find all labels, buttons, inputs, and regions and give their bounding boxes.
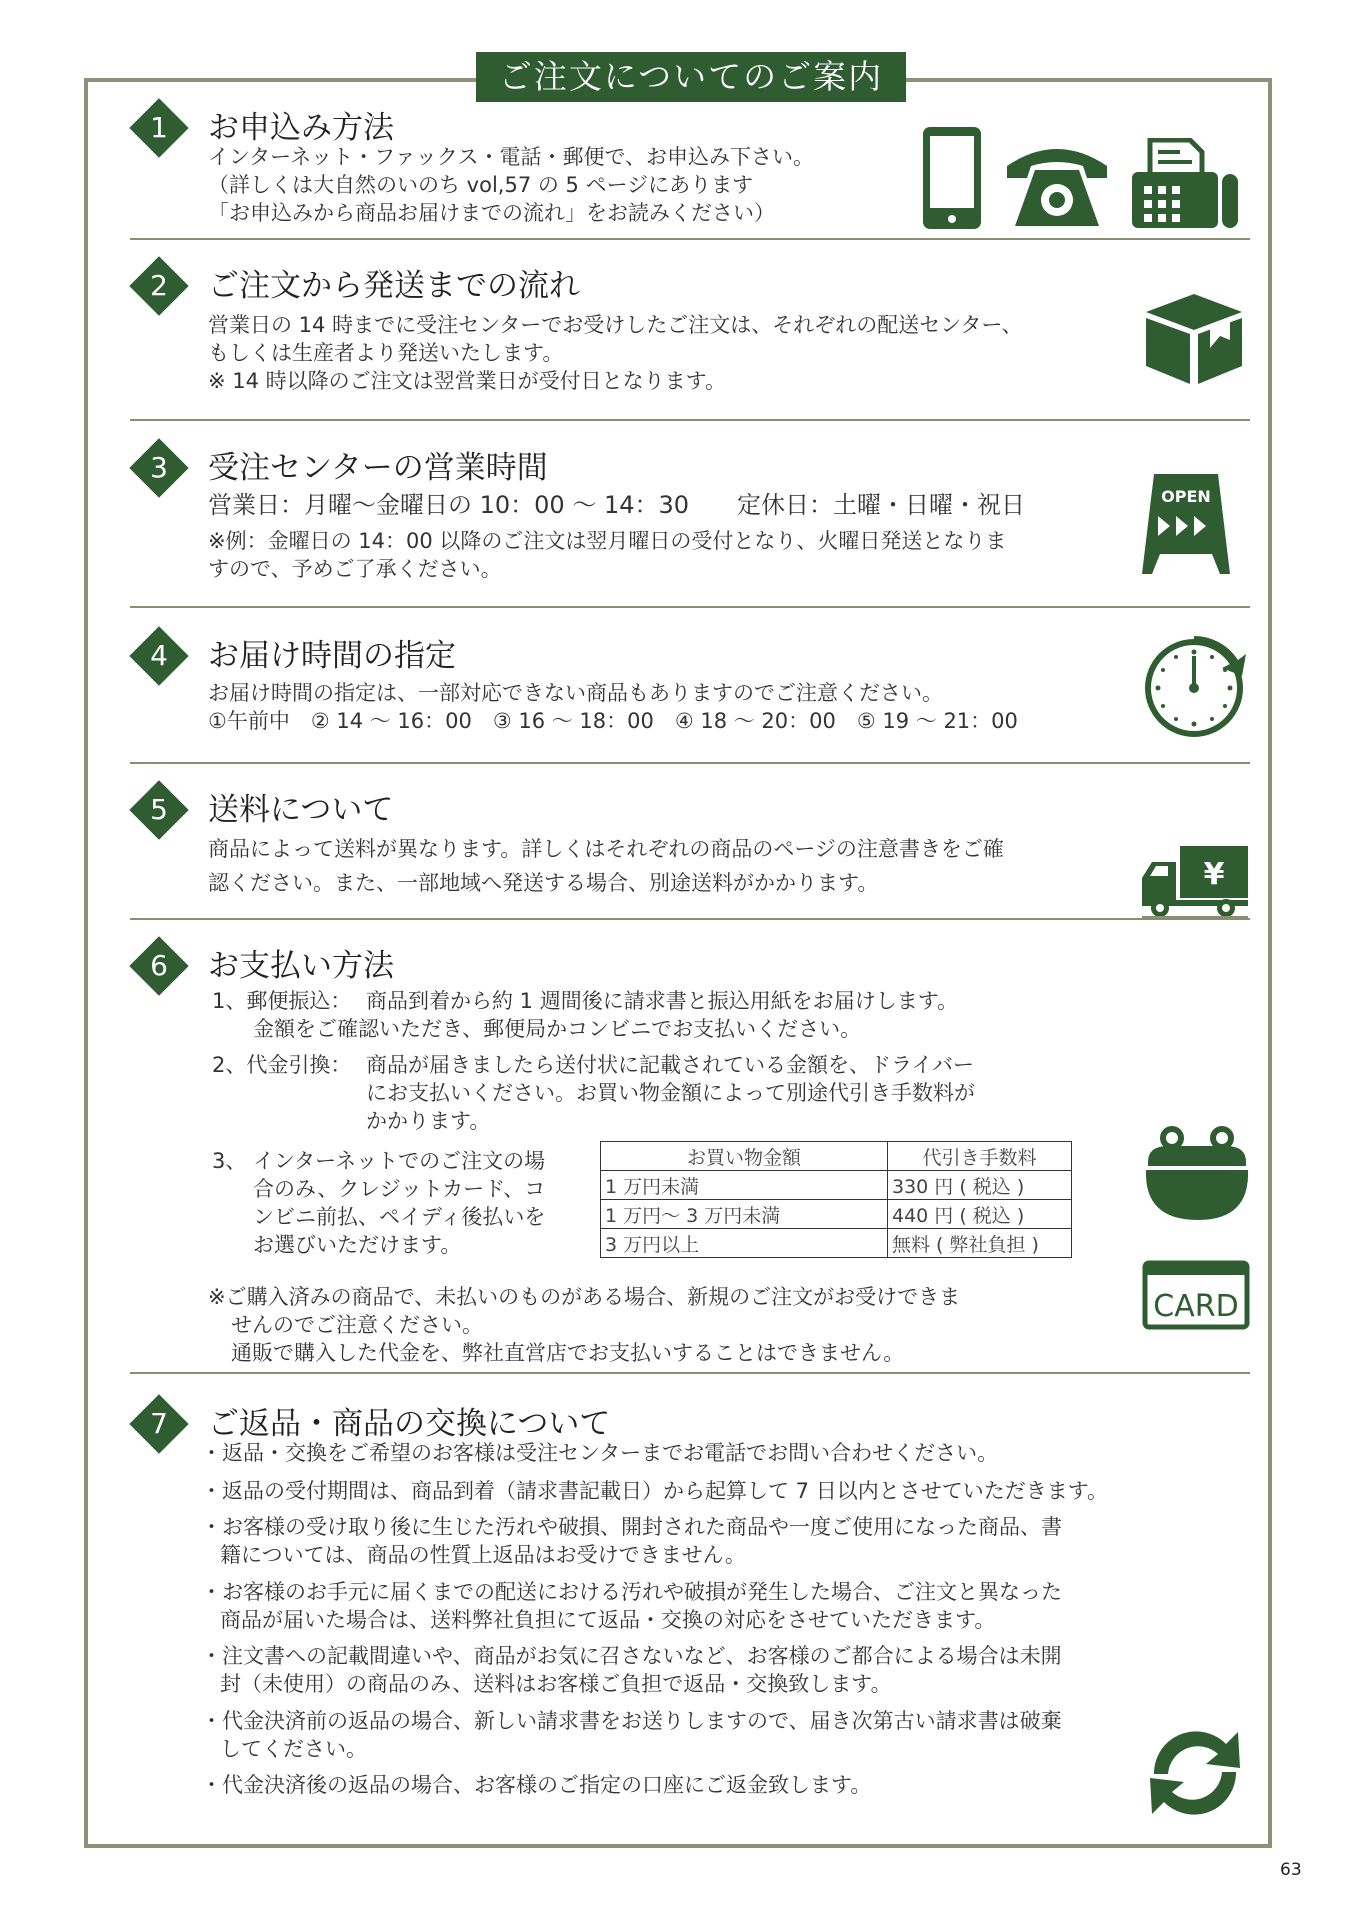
section-5-line-1: 商品によって送料が異なります。詳しくはそれぞれの商品のページの注意書きをご確: [208, 837, 1004, 861]
table-row: [601, 1229, 1072, 1258]
page-title: ご注文についてのご案内: [476, 52, 906, 102]
list-item-continued: してください。: [220, 1737, 367, 1761]
divider-3: [130, 606, 1250, 608]
section-7-number: 7: [150, 1407, 168, 1440]
table-cell-amount: 3 万円以上: [601, 1229, 888, 1258]
list-item-continued: 籍については、商品の性質上返品はお受けできません。: [220, 1543, 746, 1567]
table-cell-fee: 330 円 ( 税込 ): [888, 1171, 1072, 1200]
divider-5: [130, 918, 1250, 920]
list-item: ・代金決済後の返品の場合、お客様のご指定の口座にご返金致します。: [201, 1773, 872, 1797]
section-2-line-2: もしくは生産者より発送いたします。: [208, 341, 564, 365]
section-2-line-1: 営業日の 14 時までに受注センターでお受けしたご注文は、それぞれの配送センター、: [208, 313, 1023, 337]
section-6-heading: お支払い方法: [208, 948, 394, 984]
table-row: [601, 1171, 1072, 1200]
business-hours: 営業日：月曜～金曜日の 10：00 ～ 14：30 定休日：土曜・日曜・祝日: [208, 491, 1026, 519]
section-2-number: 2: [150, 269, 168, 302]
section-1-line-1: インターネット・ファックス・電話・郵便で、お申込み下さい。: [208, 145, 815, 169]
payment-item-2-label: 2、代金引換：: [212, 1053, 352, 1077]
payment-item-2-line-3: かかります。: [366, 1109, 491, 1133]
list-item: ・返品・交換をご希望のお客様は受注センターまでお電話でお問い合わせください。: [201, 1441, 999, 1465]
payment-item-1-line-2: 金額をご確認いただき、郵便局かコンビニでお支払いください。: [253, 1017, 862, 1041]
section-3-number: 3: [150, 451, 168, 484]
delivery-truck-icon: [1140, 842, 1250, 920]
section-4-heading: お届け時間の指定: [208, 638, 456, 674]
table-row: [601, 1200, 1072, 1229]
section-7-heading: ご返品・商品の交換について: [208, 1406, 611, 1442]
package-box-icon: [1140, 290, 1248, 386]
card-label: CARD: [1153, 1289, 1239, 1324]
table-cell-amount: 1 万円～ 3 万円未満: [601, 1200, 888, 1229]
table-cell-fee: 無料 ( 弊社負担 ): [888, 1229, 1072, 1258]
yen-icon: ¥: [1203, 857, 1225, 892]
page-number: 63: [1280, 1860, 1302, 1880]
payment-note-2: せんのでご注意ください。: [231, 1313, 483, 1337]
section-3-line-1: ※例：金曜日の 14：00 以降のご注文は翌月曜日の受付となり、火曜日発送となりま: [208, 529, 1007, 553]
table-header-amount: お買い物金額: [601, 1142, 888, 1171]
payment-item-2-line-2: にお支払いください。お買い物金額によって別途代引き手数料が: [366, 1081, 975, 1105]
section-1-line-3: 「お申込みから商品お届けまでの流れ」をお読みください）: [208, 201, 775, 225]
section-3-line-2: すので、予めご了承ください。: [208, 557, 502, 581]
section-1-heading: お申込み方法: [208, 110, 394, 146]
section-6-number: 6: [150, 949, 168, 982]
payment-item-3-line-3: ンビニ前払、ペイディ後払いを: [253, 1205, 546, 1229]
divider-4: [130, 762, 1250, 764]
divider-1: [130, 238, 1250, 240]
list-item: ・お客様の受け取り後に生じた汚れや破損、開封された商品や一度ご使用になった商品、書: [201, 1515, 1062, 1539]
coin-purse-icon: [1142, 1126, 1252, 1222]
table-header-row: [601, 1142, 1072, 1171]
section-4-line-1: お届け時間の指定は、一部対応できない商品もありますのでご注意ください。: [208, 681, 943, 705]
divider-2: [130, 419, 1250, 421]
table-header-fee: 代引き手数料: [888, 1142, 1072, 1171]
section-5-heading: 送料について: [208, 792, 394, 828]
open-sign-text: OPEN: [1161, 487, 1211, 506]
table-cell-amount: 1 万円未満: [601, 1171, 888, 1200]
section-5-number: 5: [150, 793, 168, 826]
telephone-icon: [1003, 138, 1111, 230]
smartphone-icon: [920, 124, 984, 232]
fax-icon: [1128, 138, 1240, 230]
section-2-line-3: ※ 14 時以降のご注文は翌営業日が受付日となります。: [208, 369, 726, 393]
list-item: ・注文書への記載間違いや、商品がお気に召さないなど、お客様のご都合による場合は未開: [201, 1644, 1062, 1668]
divider-6: [130, 1372, 1250, 1374]
payment-note-1: ※ご購入済みの商品で、未払いのものがある場合、新規のご注文がお受けできま: [208, 1285, 961, 1309]
list-item: ・代金決済前の返品の場合、新しい請求書をお送りしますので、届き次第古い請求書は破棄: [201, 1709, 1062, 1733]
list-item: ・返品の受付期間は、商品到着（請求書記載日）から起算して 7 日以内とさせていただきます。: [201, 1479, 1109, 1503]
payment-item-3-line-2: 合のみ、クレジットカード、コ: [253, 1177, 546, 1201]
list-item: ・お客様のお手元に届くまでの配送における汚れや破損が発生した場合、ご注文と異なった: [201, 1580, 1062, 1604]
section-1-line-2: （詳しくは大自然のいのち vol,57 の 5 ページにあります: [208, 173, 754, 197]
payment-item-3-line-1: インターネットでのご注文の場: [253, 1149, 546, 1173]
section-5-line-2: 認ください。また、一部地域へ発送する場合、別途送料がかかります。: [208, 871, 879, 895]
clock-icon: [1142, 632, 1248, 740]
credit-card-icon: [1142, 1260, 1250, 1330]
payment-item-2-line-1: 商品が届きましたら送付状に記載されている金額を、ドライバー: [366, 1053, 974, 1077]
section-1-number: 1: [150, 111, 168, 144]
payment-item-3-label: 3、: [212, 1149, 247, 1173]
list-item-continued: 商品が届いた場合は、送料弊社負担にて返品・交換の対応をさせていただきます。: [220, 1608, 996, 1632]
open-sign-icon: [1140, 470, 1232, 576]
section-4-number: 4: [150, 639, 168, 672]
section-3-heading: 受注センターの営業時間: [208, 450, 548, 486]
cod-fee-table: [600, 1141, 1072, 1258]
delivery-time-slots: ①午前中 ② 14 ～ 16：00 ③ 16 ～ 18：00 ④ 18 ～ 20：00 ⑤ 19 ～ 21：00: [208, 709, 1018, 733]
section-2-heading: ご注文から発送までの流れ: [208, 268, 580, 304]
payment-item-1-line-1: 商品到着から約 1 週間後に請求書と振込用紙をお届けします。: [366, 989, 959, 1013]
payment-item-3-line-4: お選びいただけます。: [253, 1233, 462, 1257]
table-cell-fee: 440 円 ( 税込 ): [888, 1200, 1072, 1229]
payment-note-3: 通販で購入した代金を、弊社直営店でお支払いすることはできません。: [231, 1341, 905, 1365]
exchange-arrows-icon: [1140, 1718, 1250, 1828]
list-item-continued: 封（未使用）の商品のみ、送料はお客様ご負担で返品・交換致します。: [220, 1672, 892, 1696]
payment-item-1-label: 1、郵便振込：: [212, 989, 352, 1013]
